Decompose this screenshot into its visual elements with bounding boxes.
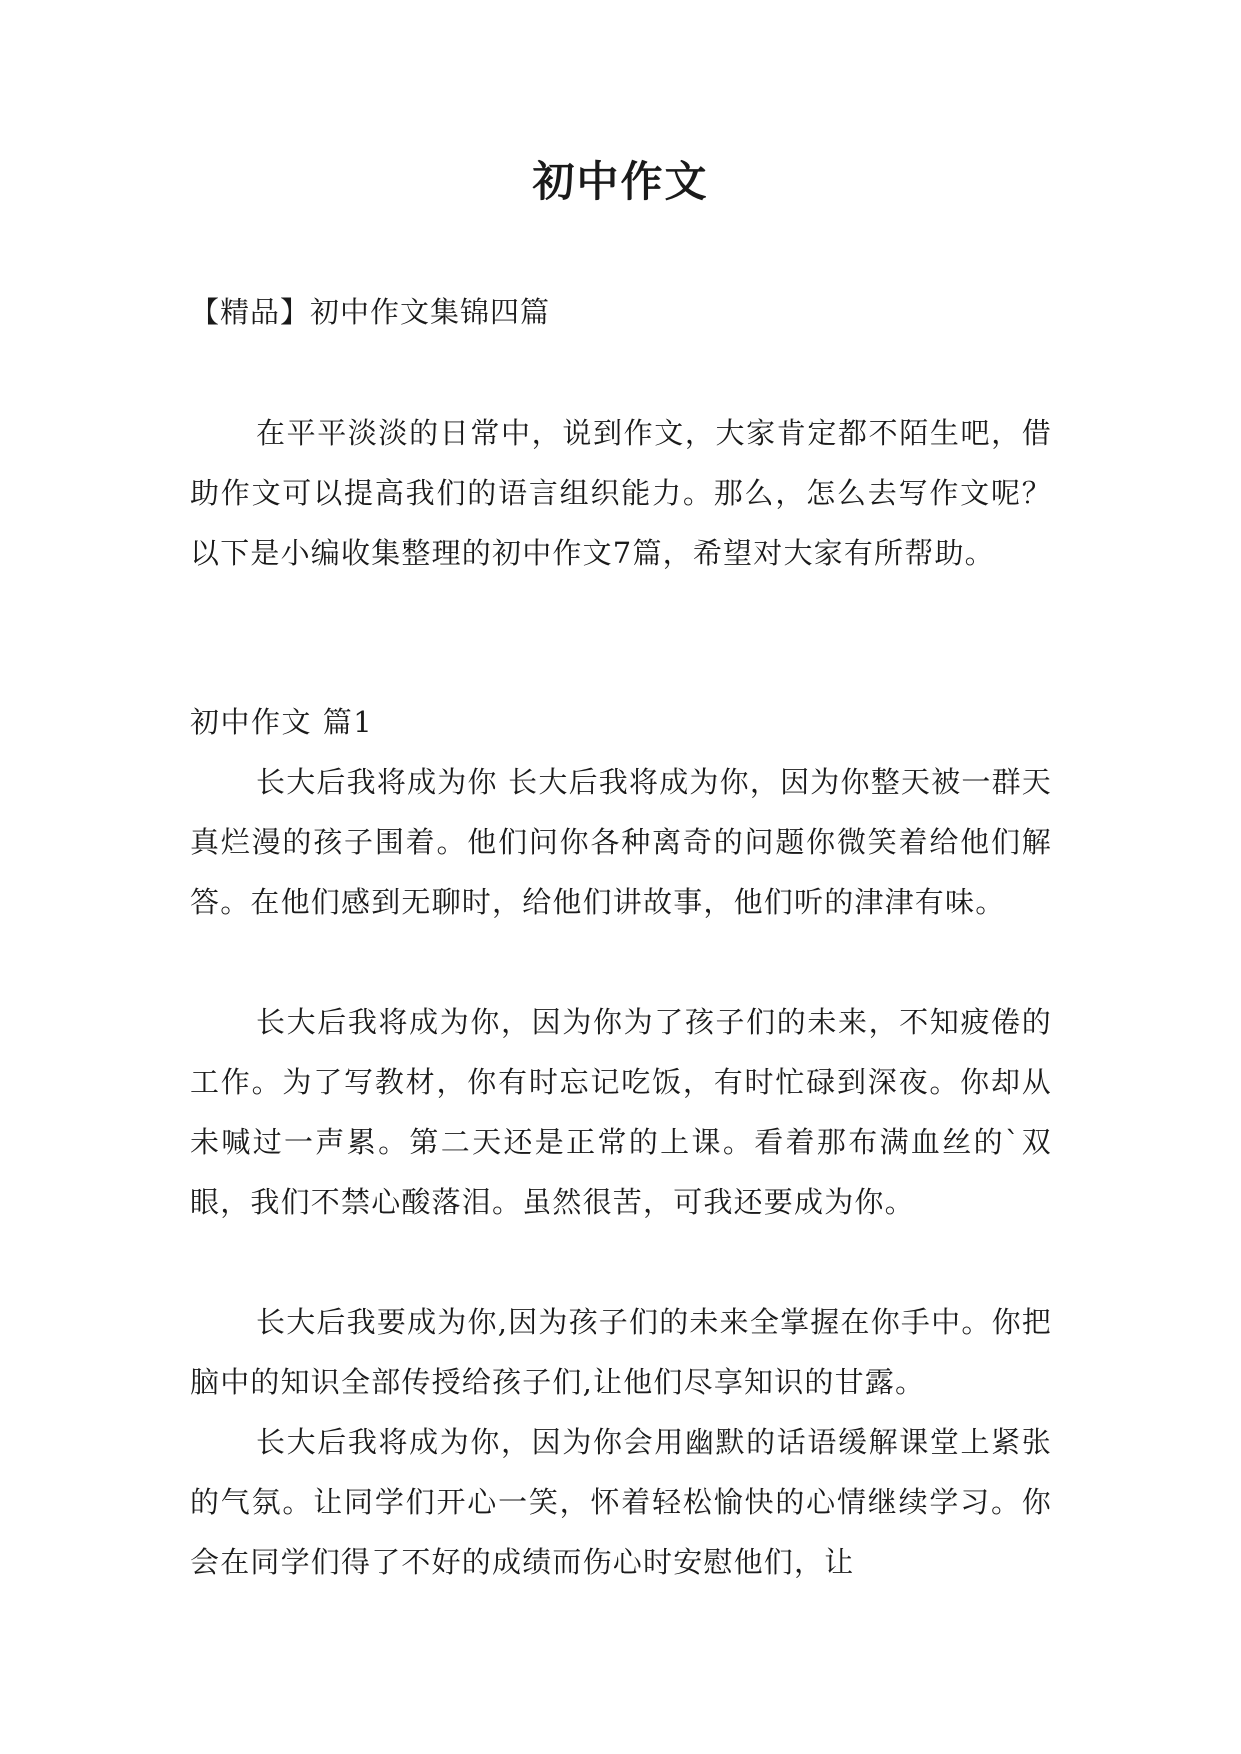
document-subtitle: 【精品】初中作文集锦四篇 [190,295,551,329]
intro-paragraph: 在平平淡淡的日常中，说到作文，大家肯定都不陌生吧，借助作文可以提高我们的语言组织能力。那么，怎么去写作文呢？以下是小编收集整理的初中作文7篇，希望对大家有所帮助。 [190,416,1052,570]
body-paragraph-3: 长大后我要成为你,因为孩子们的未来全掌握在你手中。你把脑中的知识全部传授给孩子们,让他们尽享知识的甘露。 [190,1305,1052,1399]
body-paragraph-2: 长大后我将成为你，因为你为了孩子们的未来，不知疲倦的工作。为了写教材，你有时忘记吃饭，有时忙碌到深夜。你却从未喊过一声累。第二天还是正常的上课。看着那布满血丝的`双眼，我们不禁心酸落泪。虽然很苦，可我还要成为你。 [190,1005,1052,1219]
document-title: 初中作文 [532,157,709,206]
body-paragraph-1: 长大后我将成为你 长大后我将成为你，因为你整天被一群天真烂漫的孩子围着。他们问你各种离奇的问题你微笑着给他们解答。在他们感到无聊时，给他们讲故事，他们听的津津有味。 [190,765,1052,919]
body-paragraph-4: 长大后我将成为你，因为你会用幽默的话语缓解课堂上紧张的气氛。让同学们开心一笑，怀着轻松愉快的心情继续学习。你会在同学们得了不好的成绩而伤心时安慰他们，让 [190,1425,1052,1579]
section-heading: 初中作文 篇1 [190,705,374,739]
